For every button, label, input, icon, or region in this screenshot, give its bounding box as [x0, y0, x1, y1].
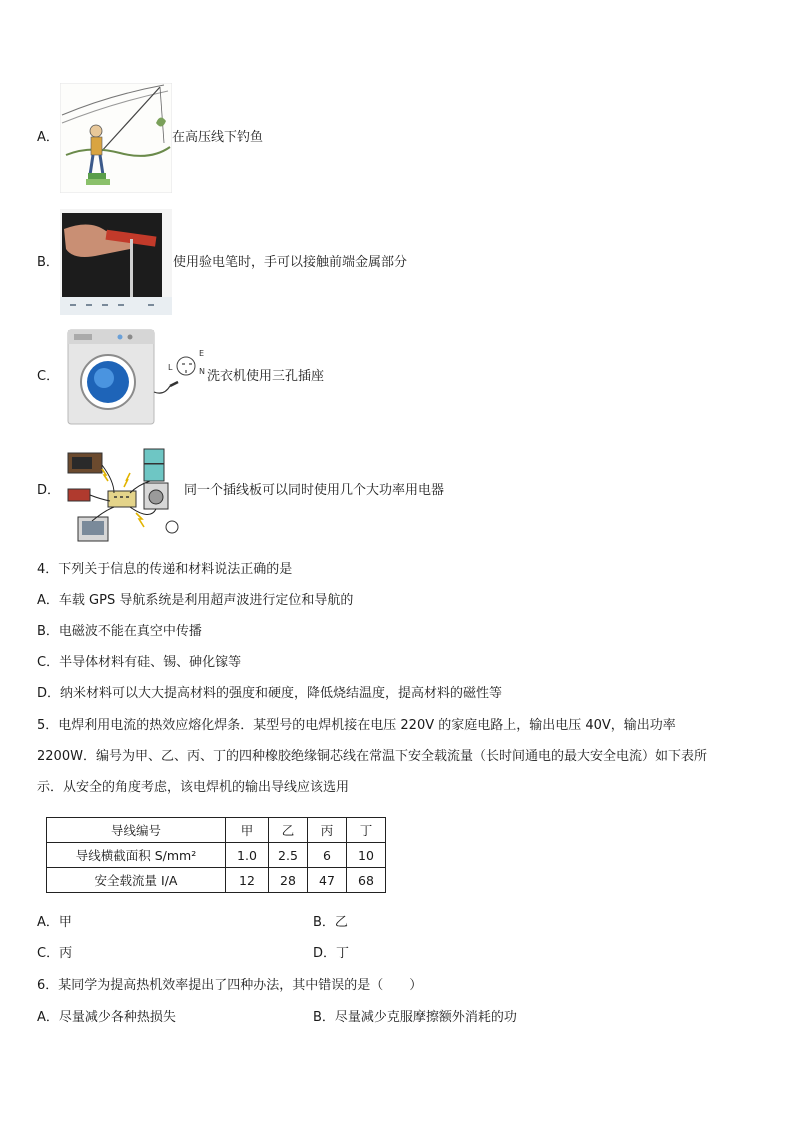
q5-option-d: D．丁: [313, 946, 350, 961]
q6-option-b: B．尽量减少克服摩擦额外消耗的功: [313, 1010, 517, 1025]
test-pen-picture: [60, 209, 172, 315]
q4-option-c: C．半导体材料有硅、锡、砷化镓等: [37, 655, 242, 670]
socket-l-label: L: [168, 363, 173, 372]
q6-option-a: A．尽量减少各种热损失: [37, 1010, 176, 1025]
table-header-cell: 导线编号: [47, 818, 226, 843]
table-header-cell: 丙: [308, 818, 347, 843]
table-cell: 10: [347, 843, 386, 868]
table-row-label: 导线横截面积 S/mm²: [47, 843, 226, 868]
q6-stem: 6．某同学为提高热机效率提出了四种办法，其中错误的是（ ）: [37, 978, 423, 993]
table-header-cell: 丁: [347, 818, 386, 843]
q3-option-c-text: 洗衣机使用三孔插座: [207, 369, 325, 384]
q3-option-a-text: 在高压线下钓鱼: [172, 130, 264, 145]
table-header-cell: 乙: [269, 818, 308, 843]
table-cell: 6: [308, 843, 347, 868]
fishing-under-power-line-picture: [60, 83, 172, 193]
table-cell: 12: [226, 868, 269, 893]
q3-option-d-letter: D．: [37, 483, 61, 498]
q3-option-b-letter: B．: [37, 255, 59, 270]
q4-stem: 4．下列关于信息的传递和材料说法正确的是: [37, 562, 293, 577]
wire-spec-table: [46, 817, 386, 893]
table-cell: 47: [308, 868, 347, 893]
q3-option-a-letter: A．: [37, 130, 59, 145]
q4-option-a: A．车载 GPS 导航系统是利用超声波进行定位和导航的: [37, 593, 354, 608]
q4-option-d: D．纳米材料可以大大提高材料的强度和硬度，降低烧结温度，提高材料的磁性等: [37, 686, 503, 701]
socket-e-label: E: [199, 349, 205, 358]
table-row-label: 安全载流量 I/A: [47, 868, 226, 893]
q5-stem-line2: 2200W．编号为甲、乙、丙、丁的四种橡胶绝缘铜芯线在常温下安全载流量（长时间通电的最大安全电流）如下表所: [37, 749, 707, 764]
q5-stem-line1: 5．电焊利用电流的热效应熔化焊条．某型号的电焊机接在电压 220V 的家庭电路上，输出电压 40V，输出功率: [37, 718, 676, 733]
table-cell: 28: [269, 868, 308, 893]
q5-option-c: C．丙: [37, 946, 73, 961]
washing-machine-three-pin-socket-picture: [60, 326, 208, 428]
q5-option-b: B．乙: [313, 915, 348, 930]
table-cell: 1.0: [226, 843, 269, 868]
q3-option-d-text: 同一个插线板可以同时使用几个大功率用电器: [184, 483, 445, 498]
overloaded-power-strip-picture: [64, 441, 182, 547]
q4-option-b: B．电磁波不能在真空中传播: [37, 624, 202, 639]
table-row: [47, 843, 386, 868]
table-header-row: [47, 818, 386, 843]
table-header-cell: 甲: [226, 818, 269, 843]
table-cell: 2.5: [269, 843, 308, 868]
q3-option-b-text: 使用验电笔时，手可以接触前端金属部分: [173, 255, 408, 270]
socket-n-label: N: [199, 367, 205, 376]
q5-stem-line3: 示．从安全的角度考虑，该电焊机的输出导线应该选用: [37, 780, 350, 795]
q5-option-a: A．甲: [37, 915, 72, 930]
table-row: [47, 868, 386, 893]
table-cell: 68: [347, 868, 386, 893]
q3-option-c-letter: C．: [37, 369, 60, 384]
